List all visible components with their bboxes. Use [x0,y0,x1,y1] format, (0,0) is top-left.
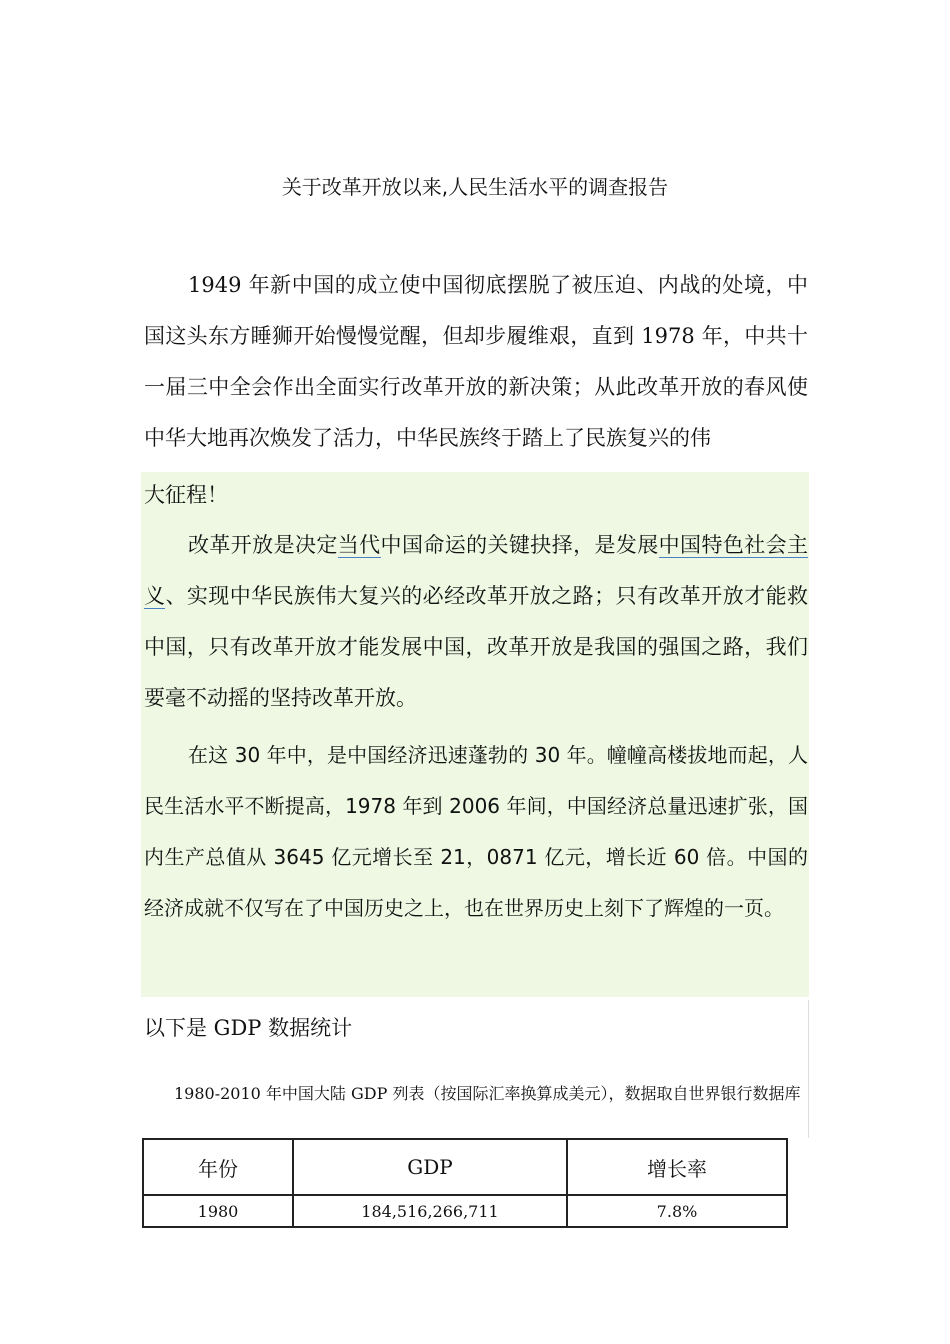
cell-year: 1980 [143,1195,293,1227]
cell-gdp: 184,516,266,711 [293,1195,567,1227]
paragraph-reform-text-2: 中国命运的关键抉择，是发展 [380,533,659,557]
cell-growth: 7.8% [567,1195,787,1227]
header-year: 年份 [143,1139,293,1195]
link-contemporary[interactable]: 当代 [337,533,381,557]
table-header-row [143,1139,787,1195]
gdp-intro: 以下是 GDP 数据统计 [144,1016,353,1040]
header-gdp: GDP [293,1139,567,1195]
paragraph-reform-text-1: 改革开放是决定 [188,533,338,557]
paragraph-history-end: 大征程！ [144,483,228,507]
paragraph-reform [144,520,808,724]
header-growth: 增长率 [567,1139,787,1195]
gdp-table [142,1138,788,1228]
paragraph-reform-text-3: 、实现中华民族伟大复兴的必经改革开放之路；只有改革开放才能救中国，只有改革开放才能发展中国，改革开放是我国的强国之路，我们要毫不动摇的坚持改革开放。 [144,584,809,710]
paragraph-history: 1949 年新中国的成立使中国彻底摆脱了被压迫、内战的处境，中国这头东方睡狮开始慢慢觉醒，但却步履维艰，直到 1978 年，中共十一届三中全会作出全面实行改革开放的新决策；从此改革开放的春风使中华大地再次焕发了活力，中华民族终于踏上了民族复兴的伟 [144,273,808,450]
table-caption: 1980-2010 年中国大陆 GDP 列表（按国际汇率换算成美元），数据取自世界银行数据库 [174,1084,801,1103]
paragraph-economy: 在这 30 年中，是中国经济迅速蓬勃的 30 年。幢幢高楼拔地而起，人民生活水平不断提高，1978 年到 2006 年间，中国经济总量迅速扩张，国内生产总值从 3645 亿元增长至 21，0871 亿元，增长近 60 倍。中国的经济成就不仅写在了中国历史之上，也在世界历史上刻下了辉煌的一页。 [144,743,808,920]
document-title: 关于改革开放以来,人民生活水平的调查报告 [281,175,669,199]
link-socialism[interactable]: 中国特色社会主义 [144,533,809,608]
divider-line [808,1000,809,1138]
table-row [143,1195,787,1227]
